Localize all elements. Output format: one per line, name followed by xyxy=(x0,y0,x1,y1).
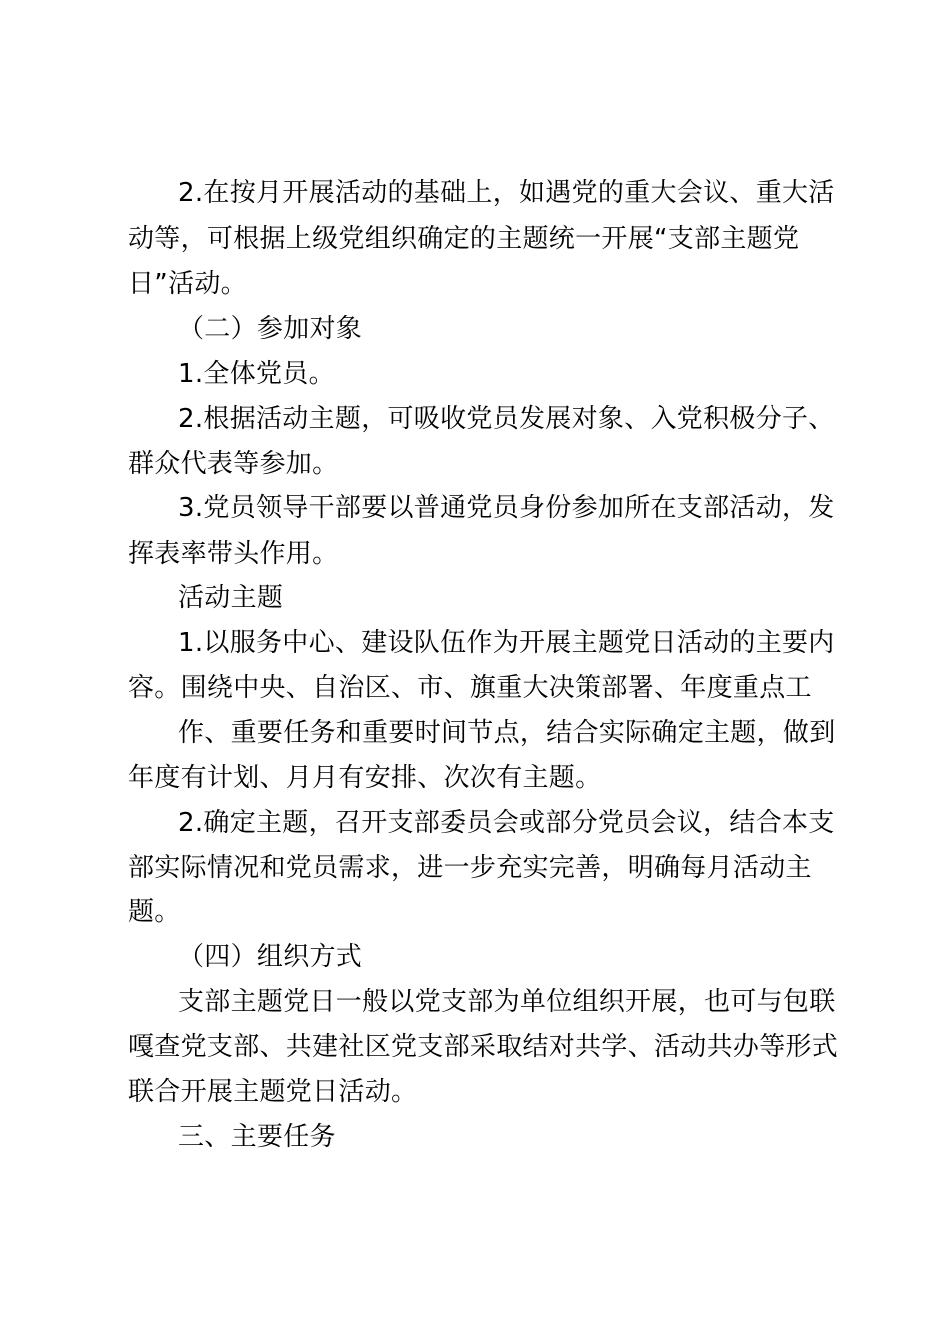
paragraph-line: 日”活动。 xyxy=(128,269,247,299)
paragraph-line: 动等，可根据上级党组织确定的主题统一开展“支部主题党 xyxy=(128,224,800,254)
paragraph-line: 作、重要任务和重要时间节点，结合实际确定主题，做到 xyxy=(178,718,836,748)
section-heading: （二）参加对象 xyxy=(178,314,363,344)
paragraph-line: 2.确定主题，召开支部委员会或部分党员会议，结合本支 xyxy=(178,808,835,838)
paragraph-line: 嘎查党支部、共建社区党支部采取结对共学、活动共办等形式 xyxy=(128,1032,839,1062)
paragraph-line: 2.根据活动主题，可吸收党员发展对象、入党积极分子、 xyxy=(178,404,835,434)
paragraph-line: 1.以服务中心、建设队伍作为开展主题党日活动的主要内 xyxy=(178,628,835,658)
section-heading: 活动主题 xyxy=(178,583,284,613)
paragraph-line: 部实际情况和党员需求，进一步充实完善，明确每月活动主 xyxy=(128,853,812,883)
paragraph-line: 挥表率带头作用。 xyxy=(128,539,339,569)
paragraph-line: 联合开展主题党日活动。 xyxy=(128,1077,418,1107)
paragraph-line: 3.党员领导干部要以普通党员身份参加所在支部活动，发 xyxy=(178,493,835,523)
paragraph-line: 1.全体党员。 xyxy=(178,359,335,389)
section-heading: （四）组织方式 xyxy=(178,942,363,972)
paragraph-line: 群众代表等参加。 xyxy=(128,449,339,479)
paragraph-line: 支部主题党日一般以党支部为单位组织开展，也可与包联 xyxy=(178,987,836,1017)
paragraph-line: 年度有计划、月月有安排、次次有主题。 xyxy=(128,763,602,793)
paragraph-line: 2.在按月开展活动的基础上，如遇党的重大会议、重大活 xyxy=(178,178,835,208)
section-heading: 三、主要任务 xyxy=(178,1122,336,1152)
paragraph-line: 容。围绕中央、自治区、市、旗重大决策部署、年度重点工 xyxy=(128,673,812,703)
paragraph-line: 题。 xyxy=(128,897,181,927)
